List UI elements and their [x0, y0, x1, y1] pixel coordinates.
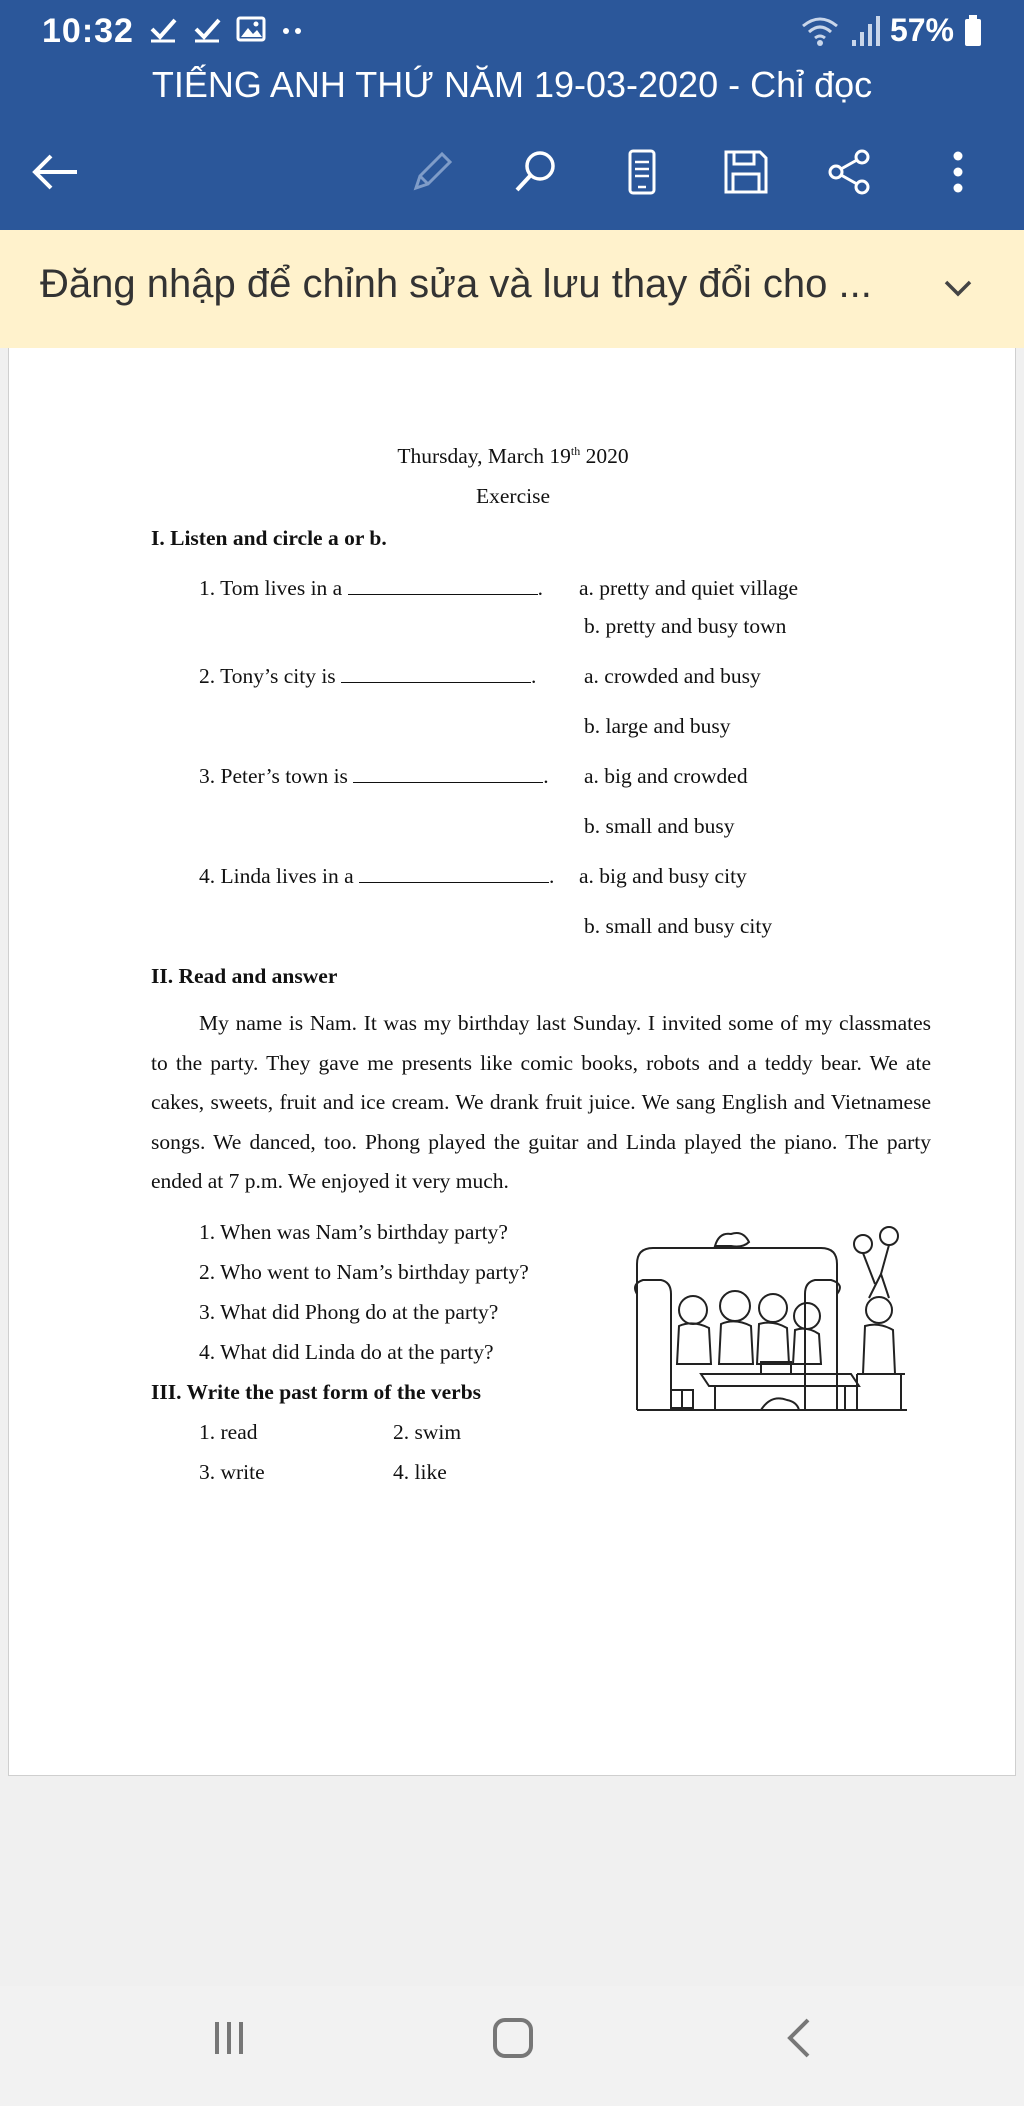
birthday-party-illustration	[631, 1224, 915, 1424]
battery-icon	[964, 15, 982, 47]
recent-apps-button[interactable]	[184, 2008, 274, 2068]
chevron-down-icon	[943, 278, 973, 298]
verb-1: 1. read	[199, 1420, 258, 1444]
question-2: 2. Tony’s city is .	[199, 664, 537, 688]
read-question-2: 2. Who went to Nam’s birthday party?	[199, 1260, 529, 1284]
back-button[interactable]	[28, 144, 84, 200]
wifi-icon	[800, 14, 840, 48]
battery-percent: 57%	[889, 12, 954, 48]
system-icons	[800, 12, 982, 49]
more-vertical-icon	[948, 148, 968, 196]
question-3: 3. Peter’s town is .	[199, 764, 549, 788]
option-1a: a. pretty and quiet village	[579, 576, 799, 600]
search-icon	[512, 148, 560, 196]
section-2-title: II. Read and answer	[151, 964, 338, 988]
option-1b: b. pretty and busy town	[584, 614, 787, 638]
document-page[interactable]	[8, 348, 1016, 1776]
read-question-4: 4. What did Linda do at the party?	[199, 1340, 494, 1364]
recent-apps-icon	[209, 2018, 249, 2058]
share-icon	[826, 148, 874, 196]
option-2b: b. large and busy	[584, 714, 731, 738]
reading-passage: My name is Nam. It was my birthday last Sunday. I invited some of my classmates to the party. They gave me presents like comic books, robots and a teddy bear. We ate cakes, sweets, fruit and ice cream. We drank fruit juice. We sang English and Vietnamese songs. We danced, too. Phong played the guitar and Linda played the piano. The party ended at 7 p.m. We enjoyed it very much.	[151, 1011, 931, 1193]
option-3a: a. big and crowded	[584, 764, 748, 788]
status-time: 10:32	[42, 12, 134, 50]
notification-icons	[148, 14, 306, 44]
app-bar	[0, 0, 1024, 230]
verb-3: 3. write	[199, 1460, 265, 1484]
read-question-3: 3. What did Phong do at the party?	[199, 1300, 499, 1324]
save-icon	[722, 148, 770, 196]
option-4b: b. small and busy city	[584, 914, 773, 938]
section-1-title: I. Listen and circle a or b.	[151, 526, 387, 550]
question-1: 1. Tom lives in a .	[199, 576, 543, 600]
mobile-view-icon	[622, 148, 662, 196]
read-question-1: 1. When was Nam’s birthday party?	[199, 1220, 508, 1244]
option-4a: a. big and busy city	[579, 864, 747, 888]
check-notification-icon	[192, 14, 222, 44]
toolbar	[0, 140, 1024, 200]
more-notifications-icon	[280, 14, 306, 44]
document-title: TIẾNG ANH THỨ NĂM 19-03-2020 - Chỉ đọc	[151, 64, 873, 105]
pencil-icon	[408, 148, 456, 196]
home-button[interactable]	[468, 2008, 558, 2068]
option-2a: a. crowded and busy	[584, 664, 761, 688]
check-notification-icon	[148, 14, 178, 44]
system-back-button[interactable]	[754, 2008, 844, 2068]
save-button[interactable]	[718, 144, 774, 200]
edit-button[interactable]	[404, 144, 460, 200]
image-notification-icon	[236, 14, 266, 44]
document-date: Thursday, March 19th 2020	[397, 444, 629, 469]
home-icon	[491, 2016, 535, 2060]
back-arrow-icon	[31, 152, 81, 192]
share-button[interactable]	[822, 144, 878, 200]
verb-4: 4. like	[393, 1460, 447, 1484]
document-heading: Exercise	[475, 484, 550, 508]
sign-in-banner-text[interactable]: Đăng nhập để chỉnh sửa và lưu thay đổi cho ...	[40, 262, 872, 306]
more-options-button[interactable]	[930, 144, 986, 200]
mobile-view-button[interactable]	[614, 144, 670, 200]
section-3-title: III. Write the past form of the verbs	[151, 1380, 482, 1404]
question-4: 4. Linda lives in a .	[199, 864, 555, 888]
status-bar	[0, 0, 1024, 62]
system-nav-bar	[0, 1986, 1024, 2106]
chevron-left-icon	[784, 2016, 814, 2060]
verb-2: 2. swim	[393, 1420, 462, 1444]
option-3b: b. small and busy	[584, 814, 735, 838]
document-content	[9, 348, 1017, 1776]
banner-expand-button[interactable]	[938, 268, 978, 308]
signal-icon	[850, 14, 880, 48]
search-button[interactable]	[508, 144, 564, 200]
